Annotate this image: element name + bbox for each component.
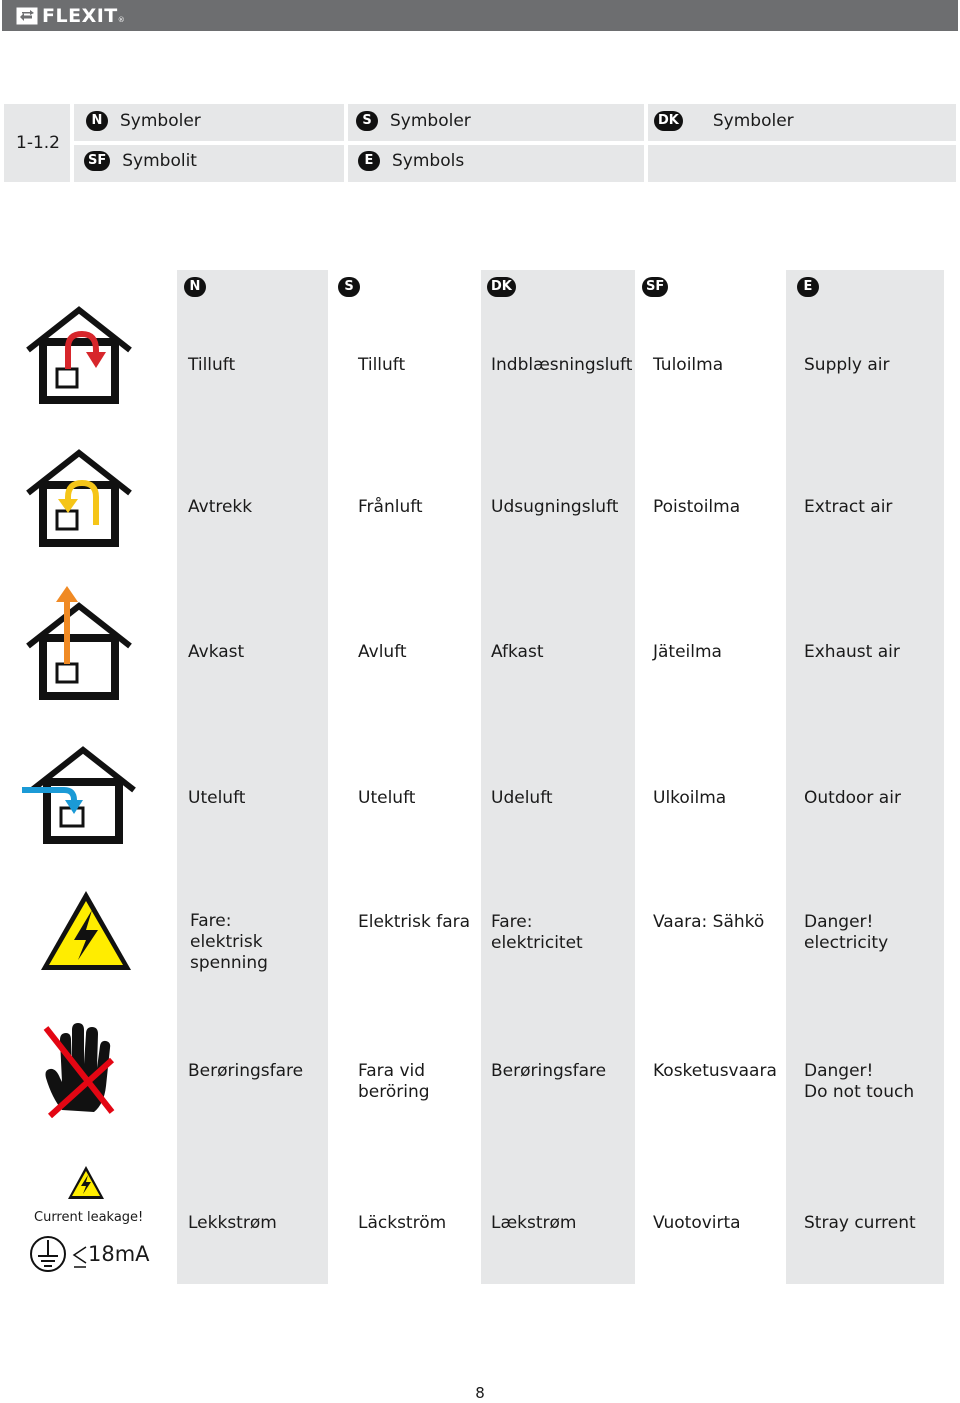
cell-r1-dk: Indblæsningsluft (491, 355, 633, 375)
cell-r5-s: Elektrisk fara (358, 912, 471, 932)
top-bar (2, 0, 958, 31)
cell-r4-sf: Ulkoilma (653, 788, 727, 808)
header-item-e (358, 151, 464, 171)
cell-r5-sf: Vaara: Sähkö (653, 912, 765, 932)
cell-r7-n: Lekkstrøm (188, 1213, 277, 1233)
cell-r6-n: Berøringsfare (188, 1061, 304, 1081)
cell-r1-sf: Tuloilma (653, 355, 724, 375)
cell-r2-n: Avtrekk (188, 497, 253, 517)
flexit-logo (16, 5, 125, 27)
cell-r2-e: Extract air (804, 497, 893, 517)
header-label-dk: Symboler (712, 111, 794, 131)
section-header (4, 104, 956, 182)
cell-r5-n: Fare: elektrisk spenning (190, 911, 268, 973)
column-badge-n: N (184, 277, 206, 297)
cell-r7-sf: Vuotovirta (653, 1213, 741, 1233)
logo-trademark: ® (117, 16, 125, 24)
section-number: 1-1.2 (16, 133, 60, 153)
lang-badge-s: S (356, 111, 378, 131)
cell-r3-e: Exhaust air (804, 642, 900, 662)
logo-text: FLEXIT (42, 5, 118, 27)
ground-symbol-icon (28, 1234, 70, 1274)
cell-r7-dk: Lækstrøm (491, 1213, 577, 1233)
cell-r3-n: Avkast (188, 642, 245, 662)
extract-air-house-icon (24, 449, 134, 547)
do-not-touch-icon (42, 1020, 116, 1118)
column-bg-dk (481, 270, 635, 1284)
less-equal-icon (72, 1244, 88, 1270)
section-number-cell (4, 104, 70, 182)
cell-r6-dk: Berøringsfare (491, 1061, 607, 1081)
leakage-label: Current leakage! (34, 1210, 144, 1225)
leakage-value: 18mA (88, 1242, 150, 1266)
cell-r4-s: Uteluft (358, 788, 416, 808)
cell-r3-sf: Jäteilma (653, 642, 722, 662)
cell-r5-e: Danger! electricity (804, 912, 889, 953)
cell-r6-e: Danger! Do not touch (804, 1061, 915, 1102)
column-badge-sf: SF (642, 277, 668, 297)
header-item-sf (84, 151, 197, 171)
header-label-s: Symboler (390, 111, 471, 131)
cell-r1-e: Supply air (804, 355, 890, 375)
header-item-n (86, 111, 201, 131)
cell-r1-s: Tilluft (358, 355, 406, 375)
lang-badge-dk: DK (654, 111, 683, 131)
cell-r7-s: Läckström (358, 1213, 447, 1233)
column-badge-dk: DK (487, 277, 516, 297)
lang-badge-sf: SF (84, 151, 110, 171)
logo-mark-icon (16, 7, 38, 25)
page-number: 8 (475, 1384, 485, 1402)
cell-r4-n: Uteluft (188, 788, 246, 808)
cell-r4-dk: Udeluft (491, 788, 553, 808)
lang-badge-n: N (86, 111, 108, 131)
header-item-dk (654, 111, 794, 131)
outdoor-air-house-icon (20, 744, 140, 844)
cell-r1-n: Tilluft (188, 355, 236, 375)
header-item-s (356, 111, 471, 131)
column-bg-e (786, 270, 944, 1284)
cell-r5-dk: Fare: elektricitet (491, 912, 583, 953)
cell-r6-sf: Kosketusvaara (653, 1061, 777, 1081)
cell-r3-dk: Afkast (491, 642, 544, 662)
cell-r2-s: Frånluft (358, 497, 423, 517)
cell-r7-e: Stray current (804, 1213, 916, 1233)
cell-r2-dk: Udsugningsluft (491, 497, 619, 517)
header-label-e: Symbols (392, 151, 465, 171)
column-bg-n (177, 270, 328, 1284)
lang-badge-e: E (358, 151, 380, 171)
cell-r4-e: Outdoor air (804, 788, 901, 808)
column-badge-s: S (338, 277, 360, 297)
electric-hazard-icon (38, 888, 134, 974)
header-cell-empty (648, 145, 956, 182)
warning-triangle-icon (66, 1164, 106, 1202)
exhaust-air-house-icon (24, 584, 134, 700)
cell-r3-s: Avluft (358, 642, 407, 662)
header-label-n: Symboler (120, 111, 201, 131)
cell-r6-s: Fara vid beröring (358, 1061, 430, 1102)
cell-r2-sf: Poistoilma (653, 497, 741, 517)
supply-air-house-icon (24, 306, 134, 404)
column-badge-e: E (797, 277, 819, 297)
header-label-sf: Symbolit (122, 151, 197, 171)
